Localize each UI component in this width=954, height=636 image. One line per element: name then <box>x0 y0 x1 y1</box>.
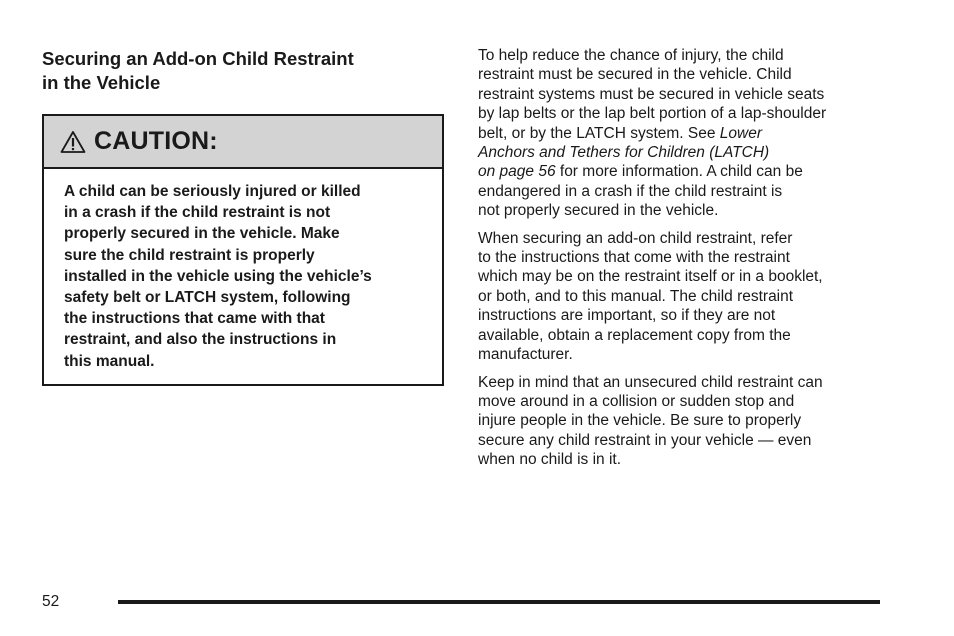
caution-header <box>44 116 442 169</box>
cross-reference-link[interactable]: on page 56 <box>478 163 556 181</box>
caution-line: properly secured in the vehicle. Make <box>64 225 340 243</box>
caution-line: installed in the vehicle using the vehicle’s <box>64 267 372 285</box>
section-title-line-1: Securing an Add-on Child Restraint <box>42 48 354 69</box>
paragraph-3 <box>478 373 888 470</box>
paragraph-line: which may be on the restraint itself or in a booklet, <box>478 268 823 286</box>
paragraph-line: not properly secured in the vehicle. <box>478 202 719 220</box>
caution-box <box>42 114 444 386</box>
paragraph-line: injure people in the vehicle. Be sure to properly <box>478 412 802 430</box>
section-title-line-2: in the Vehicle <box>42 72 161 93</box>
paragraph-1 <box>478 46 888 221</box>
paragraph-line: To help reduce the chance of injury, the child <box>478 47 784 64</box>
paragraph-line: secure any child restraint in your vehicle — even <box>478 431 812 449</box>
page-number: 52 <box>42 593 60 610</box>
paragraph-line: restraint must be secured in the vehicle. Child <box>478 66 792 84</box>
section-title <box>42 47 442 95</box>
caution-line: the instructions that came with that <box>64 310 325 328</box>
caution-line: safety belt or LATCH system, following <box>64 289 351 307</box>
paragraph-line <box>478 162 888 181</box>
paragraph-line: move around in a collision or sudden stop and <box>478 392 795 410</box>
caution-line: restraint, and also the instructions in <box>64 331 337 349</box>
caution-line: A child can be seriously injured or killed <box>64 183 361 200</box>
warning-triangle-icon <box>60 130 86 154</box>
paragraph-line: Keep in mind that an unsecured child restraint can <box>478 373 823 391</box>
paragraph-line: restraint systems must be secured in vehicle seats <box>478 85 825 103</box>
paragraph-line: When securing an add-on child restraint, refer <box>478 229 793 247</box>
paragraph-text: for more information. A child can be <box>555 163 803 181</box>
paragraph-text: belt, or by the LATCH system. See <box>478 124 720 142</box>
paragraph-line: or both, and to this manual. The child restraint <box>478 287 794 305</box>
caution-line: sure the child restraint is properly <box>64 246 315 264</box>
paragraph-line: to the instructions that come with the restraint <box>478 249 790 267</box>
paragraph-line: manufacturer. <box>478 346 573 364</box>
paragraph-line: endangered in a crash if the child restraint is <box>478 182 783 200</box>
cross-reference-link[interactable]: Anchors and Tethers for Children (LATCH) <box>478 144 770 162</box>
cross-reference-link[interactable]: Lower <box>719 124 762 142</box>
paragraph-line <box>478 124 888 143</box>
body-text-column <box>478 46 888 478</box>
caution-line: this manual. <box>64 352 155 370</box>
paragraph-line: available, obtain a replacement copy from the <box>478 326 791 344</box>
caution-title: CAUTION: <box>94 127 218 155</box>
footer-rule <box>118 600 880 604</box>
caution-line: in a crash if the child restraint is not <box>64 204 331 222</box>
paragraph-line: instructions are important, so if they are not <box>478 307 776 325</box>
paragraph-line: by lap belts or the lap belt portion of a lap-shoulder <box>478 105 827 123</box>
paragraph-2 <box>478 229 888 365</box>
paragraph-line: when no child is in it. <box>478 451 622 469</box>
caution-text <box>44 169 442 372</box>
